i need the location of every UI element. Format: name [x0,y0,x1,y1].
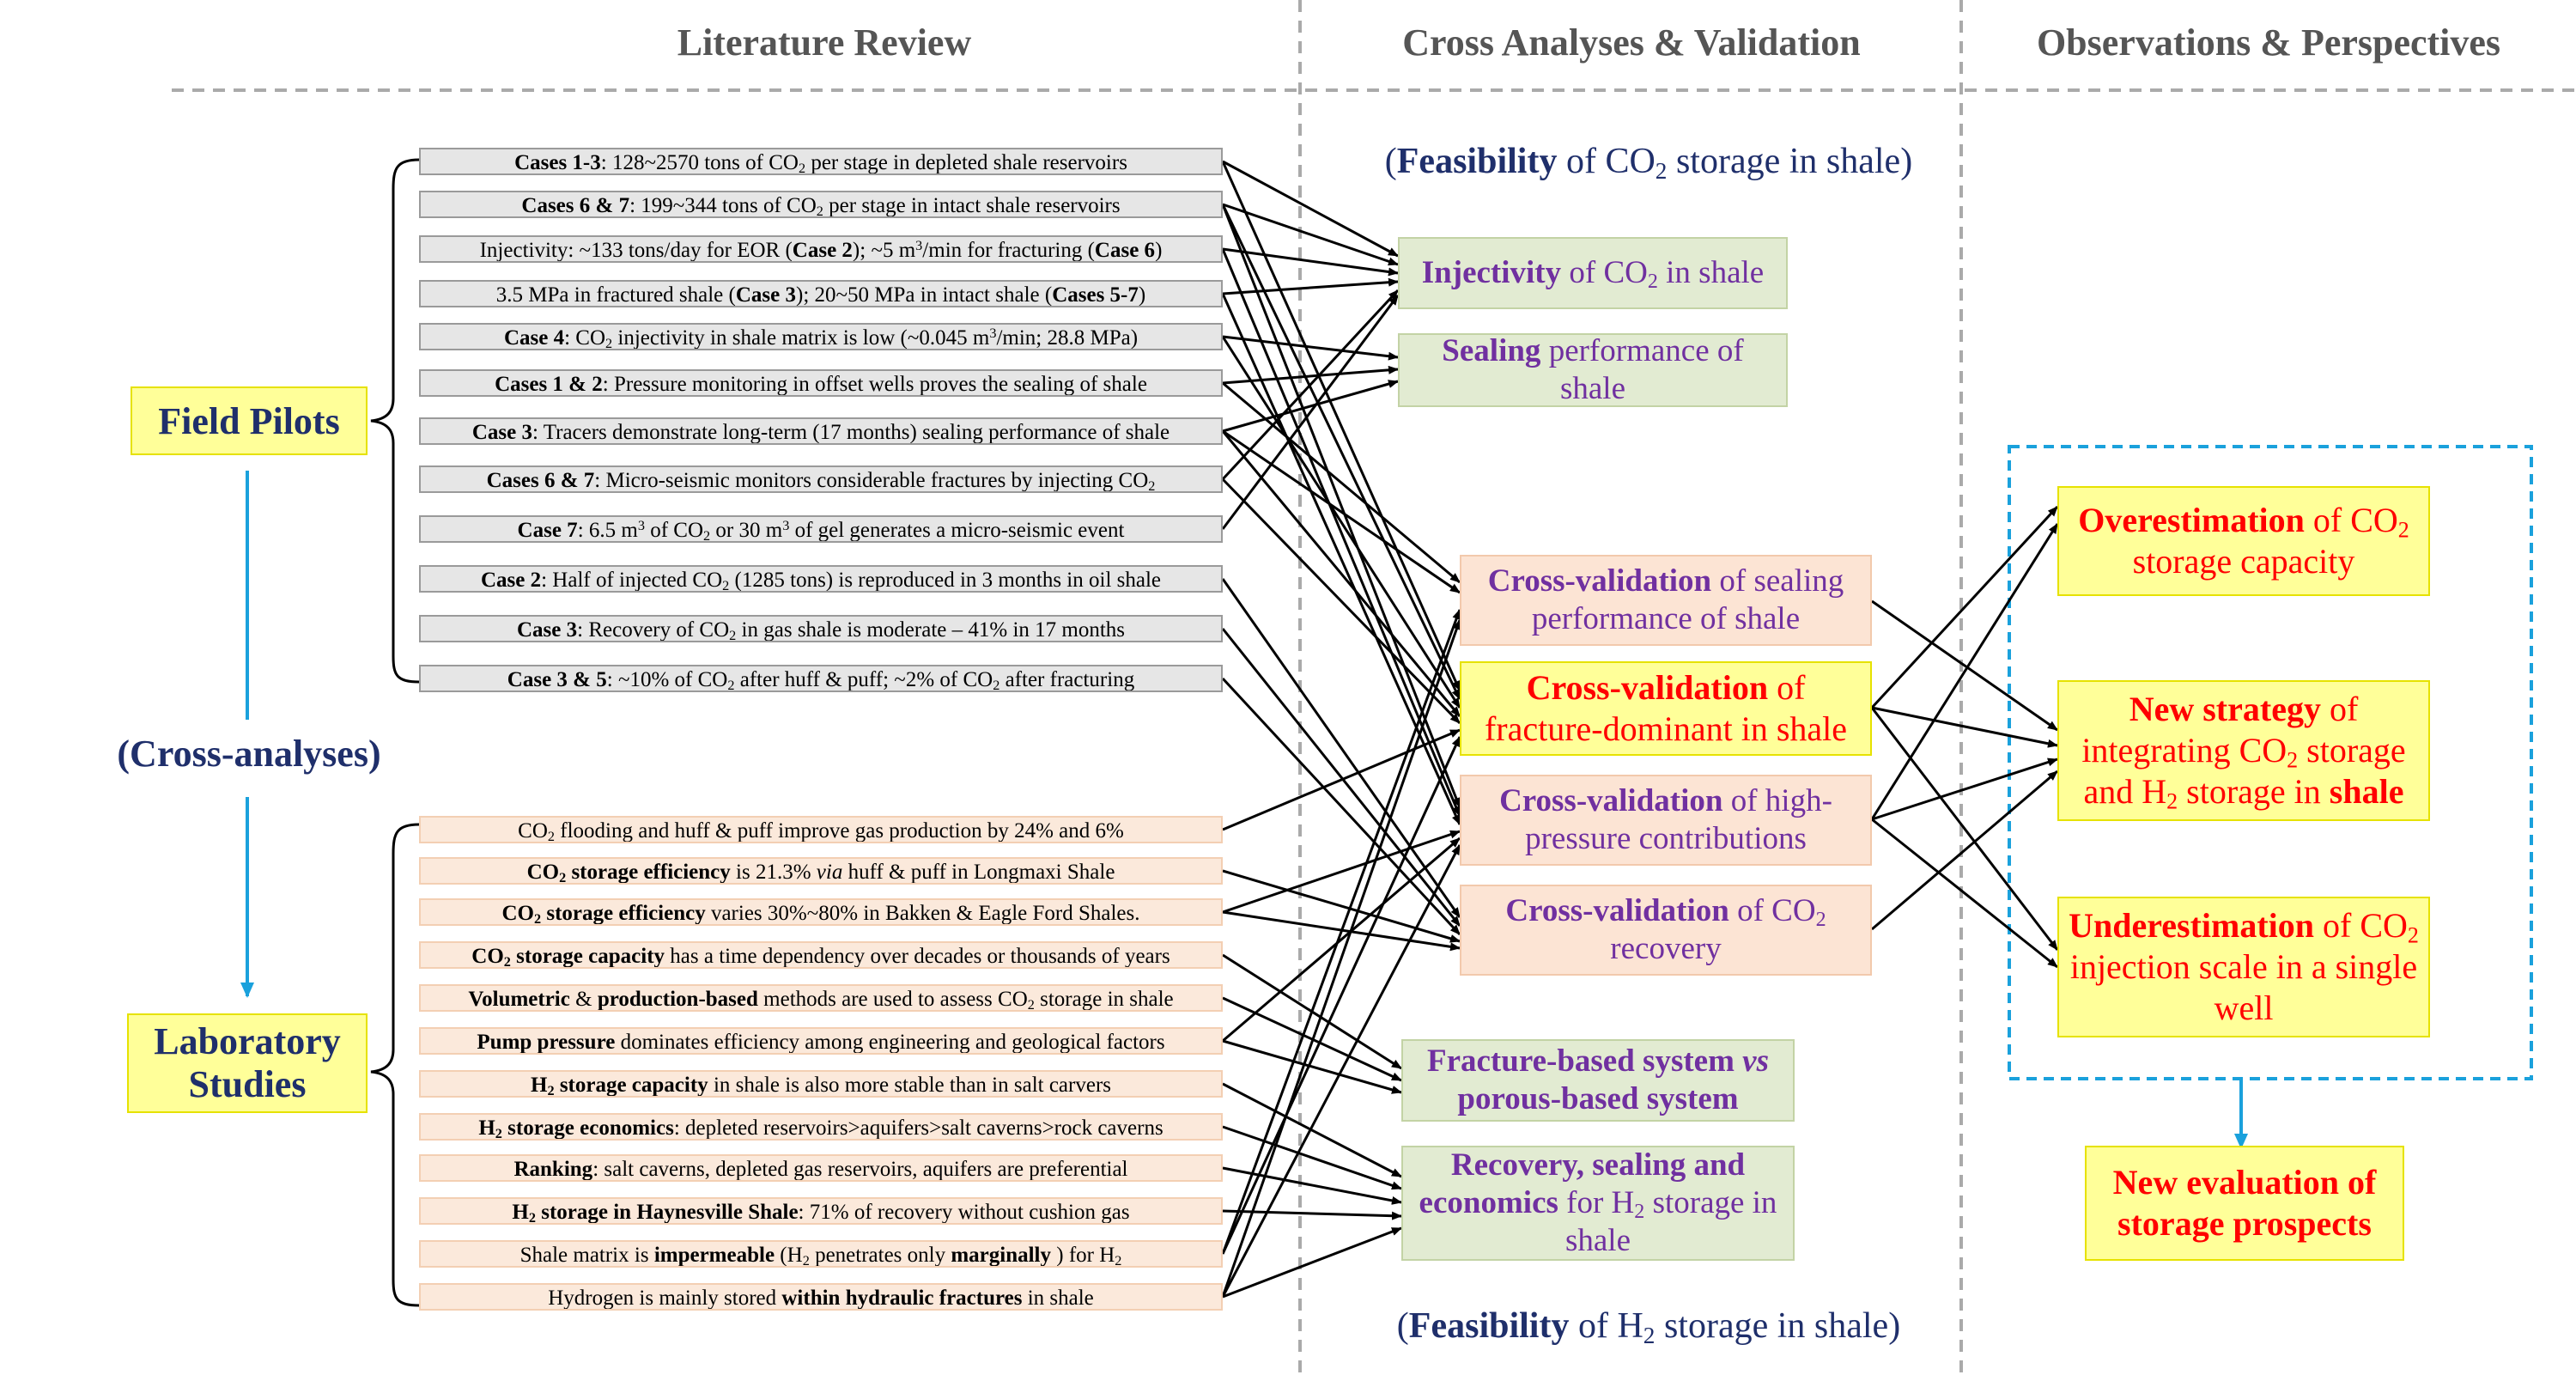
header-literature-review: Literature Review [677,21,972,64]
field-brace [371,160,419,682]
connector-arrow [1223,579,1460,917]
connector-arrow [1223,290,1398,479]
field-pilot-item-3: Injectivity: ~133 tons/day for EOR (Case 2); ~5 $m^3/\min$ for fracturing (Case 6) [419,235,1223,263]
lab-study-item-9: Ranking: salt caverns, depleted gas reservoirs, aquifers are preferential [419,1154,1223,1182]
connector-arrow [1872,771,2057,929]
box-new-strategy: New strategy of integrating $CO_2$ storage and $H_2$ storage in shale [2057,680,2430,821]
field-pilot-item-12: Case 3 & 5: ~10% of $CO_2$ after huff & puff; ~2% of $CO_2$ after fracturing [419,665,1223,692]
box-sealing-performance: Sealing performance of shale [1398,333,1788,407]
connector-arrow [1223,1228,1401,1297]
connector-arrow [1872,524,2057,819]
lab-study-item-8: $H_2$ storage economics: depleted reservoirs>aquifers>salt caverns>rock caverns [419,1113,1223,1141]
laboratory-studies-label: Laboratory Studies [127,1013,368,1113]
field-pilot-item-4: 3.5 MPa in fractured shale (Case 3); 20~50 MPa in intact shale (Cases 5-7) [419,280,1223,307]
connector-arrow [1223,479,1460,723]
lab-study-item-4: $CO_2$ storage capacity has a time dependency over decades or thousands of years [419,941,1223,969]
connector-arrow [1223,204,1398,265]
field-pilot-item-7: Case 3: Tracers demonstrate long-term (17 months) sealing performance of shale [419,417,1223,445]
field-pilot-item-2: Cases 6 & 7: 199~344 tons of $CO_2$ per stage in intact shale reservoirs [419,191,1223,218]
connector-arrow [1223,838,1460,1041]
field-pilot-item-9: Case 7: 6.5 $m^3$ of $CO_2$ or 30 $m^3$ of gel generates a micro-seismic event [419,515,1223,543]
lab-study-item-1: $CO_2$ flooding and huff & puff improve gas production by 24% and 6% [419,816,1223,843]
lab-study-item-10: $H_2$ storage in Haynesville Shale: 71% of recovery without cushion gas [419,1197,1223,1225]
lab-study-item-12: Hydrogen is mainly stored within hydraulic fractures in shale [419,1283,1223,1311]
lab-brace [371,824,419,1305]
field-pilot-item-5: Case 4: $CO_2$ injectivity in shale matrix is low (~0.045 $m^3/\min$; 28.8 MPa) [419,323,1223,350]
field-pilot-item-8: Cases 6 & 7: Micro-seismic monitors considerable fractures by injecting $CO_2$ [419,465,1223,493]
connector-arrow [1872,708,2057,745]
box-cv-pressure: Cross-validation of high-pressure contributions [1460,775,1872,866]
field-pilot-item-10: Case 2: Half of injected $CO_2$ (1285 tons) is reproduced in 3 months in oil shale [419,565,1223,593]
connector-arrow [1223,831,1460,912]
box-overestimation: Overestimation of $CO_2$ storage capacity [2057,486,2430,596]
connector-arrow [1223,1211,1401,1216]
lab-study-item-5: Volumetric & production-based methods are used to assess $CO_2$ storage in shale [419,984,1223,1012]
box-cv-fracture: Cross-validation of fracture-dominant in shale [1460,661,1872,756]
box-injectivity: Injectivity of $CO_2$ in shale [1398,237,1788,309]
box-cv-sealing: Cross-validation of sealing performance of shale [1460,555,1872,646]
connector-arrow [1223,1084,1401,1177]
box-cv-recovery: Cross-validation of $CO_2$ recovery [1460,885,1872,976]
box-underestimation: Underestimation of $CO_2$ injection scale in a single well [2057,897,2430,1037]
connector-arrow [1872,819,2057,967]
lab-study-item-7: $H_2$ storage capacity in shale is also more stable than in salt carvers [419,1070,1223,1098]
field-pilot-item-11: Case 3: Recovery of $CO_2$ in gas shale is moderate – 41% in 17 months [419,615,1223,642]
box-recovery-h2: Recovery, sealing and economics for $H_2$ storage in shale [1401,1146,1795,1261]
field-pilots-label: Field Pilots [131,386,368,455]
box-fracture-system: Fracture-based system vs porous-based system [1401,1039,1795,1122]
connector-arrow [1872,507,2057,708]
header-cross-analyses: Cross Analyses & Validation [1402,21,1861,64]
lab-study-item-6: Pump pressure dominates efficiency among engineering and geological factors [419,1027,1223,1055]
box-new-evaluation: New evaluation of storage prospects [2085,1146,2404,1261]
lab-study-item-3: $CO_2$ storage efficiency varies 30%~80% in Bakken & Eagle Ford Shales. [419,898,1223,926]
connector-arrow [1872,601,2057,730]
feasibility-co2-caption: (Feasibility of $CO_2$ storage in shale) [1384,142,1913,184]
lab-study-item-2: $CO_2$ storage efficiency is 21.3% via huff & puff in Longmaxi Shale [419,857,1223,885]
connector-arrow [1223,282,1398,294]
header-observations: Observations & Perspectives [2036,21,2501,64]
field-pilot-item-1: Cases 1-3: 128~2570 tons of $CO_2$ per stage in depleted shale reservoirs [419,148,1223,175]
cross-analyses-label: (Cross-analyses) [117,733,381,775]
connector-arrow [1872,759,2057,819]
field-pilot-item-6: Cases 1 & 2: Pressure monitoring in offset wells proves the sealing of shale [419,369,1223,397]
lab-study-item-11: Shale matrix is impermeable ($H_2$ penetrates only marginally ) for $H_2$ [419,1240,1223,1268]
feasibility-h2-caption: (Feasibility of $H_2$ storage in shale) [1396,1306,1901,1348]
connector-arrow [1223,431,1460,593]
connector-arrow [1872,708,2057,950]
